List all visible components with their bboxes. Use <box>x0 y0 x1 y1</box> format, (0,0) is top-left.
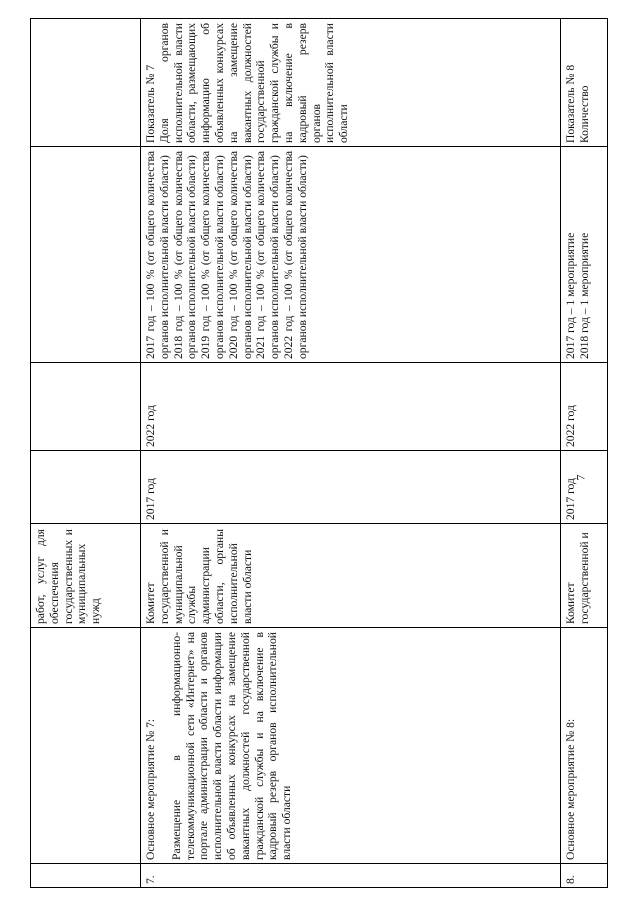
event-title: Основное мероприятие № 7: <box>144 718 157 860</box>
row-number: 8. <box>564 875 577 884</box>
result-line: 2017 год – 1 мероприятие <box>564 232 577 359</box>
table-border <box>30 887 608 888</box>
column-divider <box>30 523 608 524</box>
table-border <box>30 18 608 19</box>
indicator-cell <box>564 23 604 143</box>
row-divider <box>30 18 31 888</box>
result-line: 2019 год – 100 % (от общего количества органов исполнительной власти области) <box>199 151 226 359</box>
executor-cell <box>144 529 558 624</box>
executor-text: работ, услуг для обеспечения государственных и муниципальных нужд <box>34 529 103 624</box>
indicator-description: Количество <box>577 85 591 143</box>
executor-text: Комитет государственной и муниципальной службы администрации области, органы исполнительной власти области <box>144 529 254 624</box>
event-title: Основное мероприятие № 8: <box>564 718 577 860</box>
result-cell <box>144 151 558 359</box>
indicator-description: Доля органов исполнительной власти области, размещающих информацию об объявленных конкурсах на замещение вакантных должностей государственной гражданской службы и на включение в кадровый резерв органов исполнительной власти области <box>157 23 351 143</box>
column-divider <box>30 450 608 451</box>
event-cell <box>564 632 604 860</box>
table-border <box>607 18 608 888</box>
end-year: 2022 год <box>144 405 157 447</box>
program-table <box>30 18 608 888</box>
row-divider <box>140 18 141 888</box>
event-cell <box>144 632 558 860</box>
start-year: 2017 год <box>564 478 577 520</box>
event-description: Размещение в информационно-телекоммуникационной сети «Интернет» на портале администрации области и органов исполнительной власти области информации об объявленных конкурсах на замещение вакантных должностей государственной гражданской службы и на включение в кадровый резерв органов исполнительной власти области <box>169 632 294 860</box>
end-year: 2022 год <box>564 405 577 447</box>
column-divider <box>30 627 608 628</box>
result-cell <box>564 151 604 359</box>
indicator-title: Показатель № 7 <box>144 64 157 143</box>
row-number: 7. <box>144 875 157 884</box>
column-divider <box>30 863 608 864</box>
column-divider <box>30 362 608 363</box>
executor-cell <box>564 529 604 624</box>
start-year: 2017 год <box>144 478 157 520</box>
result-line: 2018 год – 100 % (от общего количества органов исполнительной власти области) <box>171 151 199 359</box>
row-divider <box>560 18 561 888</box>
result-line: 2017 год – 100 % (от общего количества органов исполнительной власти области) <box>144 151 171 359</box>
result-line: 2020 год – 100 % (от общего количества органов исполнительной власти области) <box>226 151 254 359</box>
indicator-cell <box>144 23 558 143</box>
result-line: 2021 год – 100 % (от общего количества органов исполнительной власти области) <box>254 151 282 359</box>
result-line: 2022 год – 100 % (от общего количества органов исполнительной власти области) <box>281 151 309 359</box>
result-line: 2018 год – 1 мероприятие <box>577 232 591 359</box>
executor-cell <box>34 529 138 624</box>
executor-text: Комитет государственной и <box>564 532 591 624</box>
page-number: 7 <box>573 474 588 481</box>
indicator-title: Показатель № 8 <box>564 64 577 143</box>
column-divider <box>30 146 608 147</box>
